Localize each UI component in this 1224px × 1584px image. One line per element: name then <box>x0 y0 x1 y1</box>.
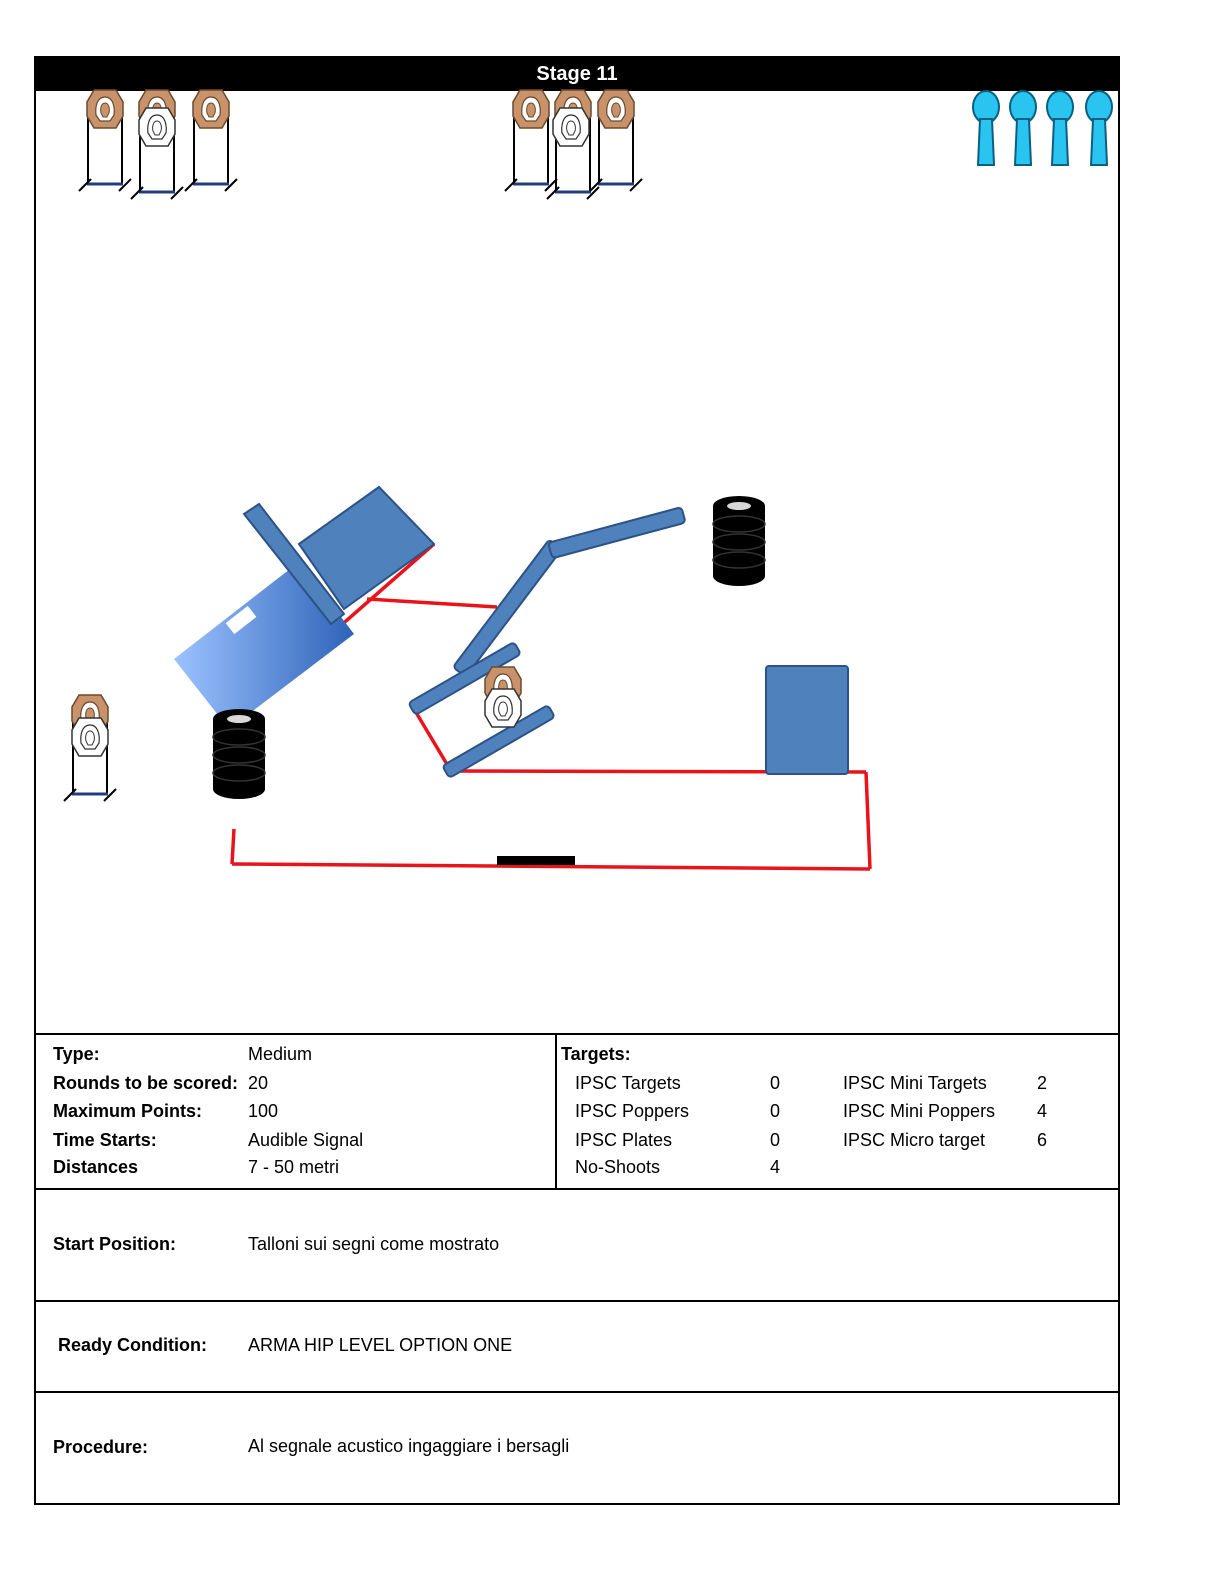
target-center <box>485 667 521 727</box>
mini-popper <box>1086 91 1112 165</box>
no-shoot <box>485 689 521 727</box>
distances-label: Distances <box>53 1157 139 1177</box>
targets-heading: Targets: <box>561 1044 631 1064</box>
max-points-label: Maximum Points: <box>53 1101 203 1121</box>
procedure-label: Procedure: <box>53 1437 149 1457</box>
target-count: 0 <box>770 1130 781 1150</box>
no-shoot <box>553 108 589 146</box>
stage-title: Stage 11 <box>36 58 1118 91</box>
target-name: No-Shoots <box>575 1157 661 1177</box>
stage-diagram <box>34 89 1120 1033</box>
ready-condition-label: Ready Condition: <box>58 1335 207 1355</box>
target-name: IPSC Micro target <box>843 1130 986 1150</box>
table-wall <box>174 487 434 729</box>
target-name: IPSC Plates <box>575 1130 673 1150</box>
no-shoot <box>72 718 108 756</box>
divider <box>34 1188 1120 1190</box>
target-array-middle <box>505 90 642 199</box>
max-points-value: 100 <box>248 1101 279 1121</box>
divider <box>34 1391 1120 1393</box>
type-label: Type: <box>53 1044 100 1064</box>
no-shoot <box>139 108 175 146</box>
procedure-value: Al segnale acustico ingaggiare i bersagli <box>248 1436 570 1456</box>
target-name: IPSC Poppers <box>575 1101 690 1121</box>
time-starts-label: Time Starts: <box>53 1130 157 1150</box>
target-name: IPSC Mini Poppers <box>843 1101 996 1121</box>
target-count: 4 <box>1037 1101 1048 1121</box>
start-position-label: Start Position: <box>53 1234 177 1254</box>
target-bottom-left <box>64 695 116 801</box>
distances-value: 7 - 50 metri <box>248 1157 340 1177</box>
time-starts-value: Audible Signal <box>248 1130 364 1150</box>
target-name: IPSC Targets <box>575 1073 681 1093</box>
type-value: Medium <box>248 1044 313 1064</box>
mini-popper <box>973 91 999 165</box>
rounds-label: Rounds to be scored: <box>53 1073 239 1093</box>
mini-target <box>513 90 549 128</box>
mini-popper <box>1047 91 1073 165</box>
mini-popper <box>1010 91 1036 165</box>
target-count: 0 <box>770 1101 781 1121</box>
mini-target <box>598 90 634 128</box>
ready-condition-value: ARMA HIP LEVEL OPTION ONE <box>248 1335 513 1355</box>
mini-target <box>87 90 123 128</box>
start-position-value: Talloni sui segni come mostrato <box>248 1234 500 1254</box>
target-count: 0 <box>770 1073 781 1093</box>
info-divider <box>555 1034 557 1190</box>
barrel <box>713 496 765 586</box>
target-name: IPSC Mini Targets <box>843 1073 987 1093</box>
target-count: 2 <box>1037 1073 1048 1093</box>
barrel <box>213 709 265 799</box>
target-array-left <box>79 90 237 199</box>
rounds-value: 20 <box>248 1073 269 1093</box>
target-count: 4 <box>770 1157 781 1177</box>
mini-target <box>193 90 229 128</box>
start-mark <box>497 856 575 865</box>
popper-group <box>973 91 1112 165</box>
divider <box>34 1300 1120 1302</box>
target-count: 6 <box>1037 1130 1048 1150</box>
walls <box>408 507 848 778</box>
divider <box>34 1033 1120 1035</box>
